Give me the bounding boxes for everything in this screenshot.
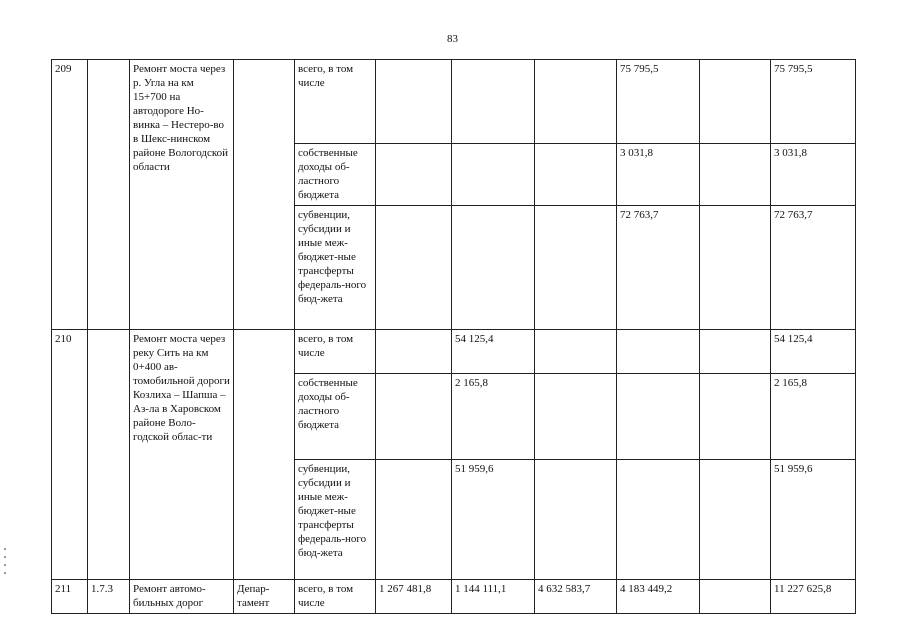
page-number: 83 (447, 33, 458, 45)
amount-cell: 54 125,4 (452, 330, 535, 374)
amount-cell: 2 165,8 (452, 374, 535, 460)
scan-margin-marks (2, 548, 8, 588)
funding-source: всего, в том числе (295, 60, 376, 144)
amount-cell (617, 460, 700, 580)
total-cell: 2 165,8 (771, 374, 856, 460)
amount-cell: 4 183 449,2 (617, 580, 700, 614)
amount-cell (700, 60, 771, 144)
funding-source: собственные доходы об-ластного бюджета (295, 374, 376, 460)
amount-cell (617, 374, 700, 460)
funding-source: субвенции, субсидии и иные меж-бюджет-ные трансферты федераль-ного бюд-жета (295, 206, 376, 330)
amount-cell (535, 374, 617, 460)
amount-cell (376, 330, 452, 374)
amount-cell (452, 144, 535, 206)
amount-cell (452, 60, 535, 144)
amount-cell (700, 144, 771, 206)
total-cell: 11 227 625,8 (771, 580, 856, 614)
total-cell: 54 125,4 (771, 330, 856, 374)
executor-cell: Депар-тамент (234, 580, 295, 614)
amount-cell: 3 031,8 (617, 144, 700, 206)
activity-name: Ремонт моста через р. Угла на км 15+700 на автодороге Но-винка – Нестеро-во в Шекс-нинском районе Вологодской области (130, 60, 234, 330)
funding-source: собственные доходы об-ластного бюджета (295, 144, 376, 206)
amount-cell (617, 330, 700, 374)
amount-cell (376, 374, 452, 460)
amount-cell: 72 763,7 (617, 206, 700, 330)
amount-cell (376, 460, 452, 580)
executor-cell (234, 330, 295, 580)
amount-cell (535, 460, 617, 580)
amount-cell (376, 60, 452, 144)
amount-cell (700, 330, 771, 374)
amount-cell (376, 206, 452, 330)
amount-cell (700, 460, 771, 580)
funding-source: всего, в том числе (295, 580, 376, 614)
amount-cell: 4 632 583,7 (535, 580, 617, 614)
amount-cell (535, 206, 617, 330)
amount-cell (535, 144, 617, 206)
total-cell: 3 031,8 (771, 144, 856, 206)
amount-cell (452, 206, 535, 330)
amount-cell: 1 267 481,8 (376, 580, 452, 614)
amount-cell: 75 795,5 (617, 60, 700, 144)
total-cell: 75 795,5 (771, 60, 856, 144)
activity-name: Ремонт автомо-бильных дорог (130, 580, 234, 614)
row-code (88, 330, 130, 580)
row-code (88, 60, 130, 330)
row-number: 209 (52, 60, 88, 330)
executor-cell (234, 60, 295, 330)
budget-table (51, 59, 856, 614)
amount-cell (535, 60, 617, 144)
amount-cell: 51 959,6 (452, 460, 535, 580)
row-number: 211 (52, 580, 88, 614)
amount-cell: 1 144 111,1 (452, 580, 535, 614)
amount-cell (700, 374, 771, 460)
amount-cell (700, 580, 771, 614)
table-row (52, 330, 856, 374)
activity-name: Ремонт моста через реку Сить на км 0+400 ав-томобильной дороги Козлиха – Шапша – Аз-ла в Харовском районе Воло-годской облас-ти (130, 330, 234, 580)
funding-source: субвенции, субсидии и иные меж-бюджет-ные трансферты федераль-ного бюд-жета (295, 460, 376, 580)
amount-cell (376, 144, 452, 206)
row-code: 1.7.3 (88, 580, 130, 614)
amount-cell (700, 206, 771, 330)
total-cell: 72 763,7 (771, 206, 856, 330)
funding-source: всего, в том числе (295, 330, 376, 374)
table-row (52, 580, 856, 614)
amount-cell (535, 330, 617, 374)
table-row (52, 60, 856, 144)
row-number: 210 (52, 330, 88, 580)
total-cell: 51 959,6 (771, 460, 856, 580)
